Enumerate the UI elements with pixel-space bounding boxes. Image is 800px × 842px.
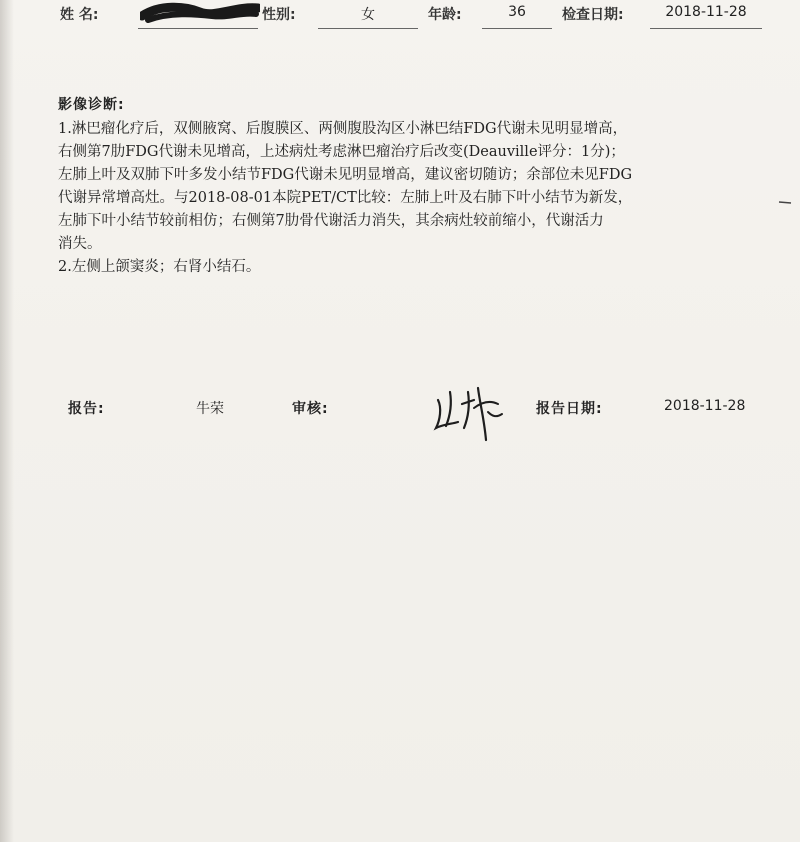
reviewer-label: 审核: — [292, 401, 329, 417]
exam-date-underline — [650, 28, 762, 29]
stray-pen-mark — [778, 198, 792, 206]
diagnosis-line: 左肺下叶小结节较前相仿；右侧第7肋骨代谢活力消失，其余病灶较前缩小，代谢活力 — [58, 213, 604, 229]
name-label: 姓 名: — [60, 7, 99, 23]
diagnosis-line: 1.淋巴瘤化疗后，双侧腋窝、后腹膜区、两侧腹股沟区小淋巴结FDG代谢未见明显增高， — [58, 121, 628, 137]
age-label: 年龄: — [428, 7, 462, 23]
gender-underline — [318, 28, 418, 29]
exam-date-value: 2018-11-28 — [665, 4, 747, 20]
name-underline — [138, 28, 258, 29]
diagnosis-line: 左肺上叶及双肺下叶多发小结节FDG代谢未见明显增高，建议密切随访；余部位未见FDG — [58, 167, 633, 183]
diagnosis-line: 右侧第7肋FDG代谢未见增高，上述病灶考虑淋巴瘤治疗后改变(Deauville评分：1分)； — [58, 144, 625, 160]
diagnosis-line: 消失。 — [58, 236, 102, 252]
age-value: 36 — [508, 4, 526, 20]
age-underline — [482, 28, 552, 29]
diagnosis-text — [58, 118, 788, 279]
diagnosis-line: 代谢异常增高灶。与2018-08-01本院PET/CT比较：左肺上叶及右肺下叶小结节为新发， — [58, 190, 633, 206]
reporter-label: 报告: — [68, 401, 105, 417]
gender-value: 女 — [361, 7, 375, 23]
exam-date-label: 检查日期: — [562, 7, 624, 23]
gender-label: 性别: — [262, 7, 296, 23]
report-date-value: 2018-11-28 — [664, 398, 746, 414]
diagnosis-title: 影像诊断: — [58, 97, 125, 113]
reporter-value: 牛荣 — [196, 401, 224, 417]
patient-info-header — [0, 0, 800, 34]
report-date-label: 报告日期: — [536, 401, 603, 417]
diagnosis-line: 2.左侧上颌窦炎；右肾小结石。 — [58, 259, 261, 275]
page-shadow — [0, 0, 14, 842]
name-redaction-mark — [140, 2, 260, 24]
reviewer-signature — [428, 378, 508, 448]
